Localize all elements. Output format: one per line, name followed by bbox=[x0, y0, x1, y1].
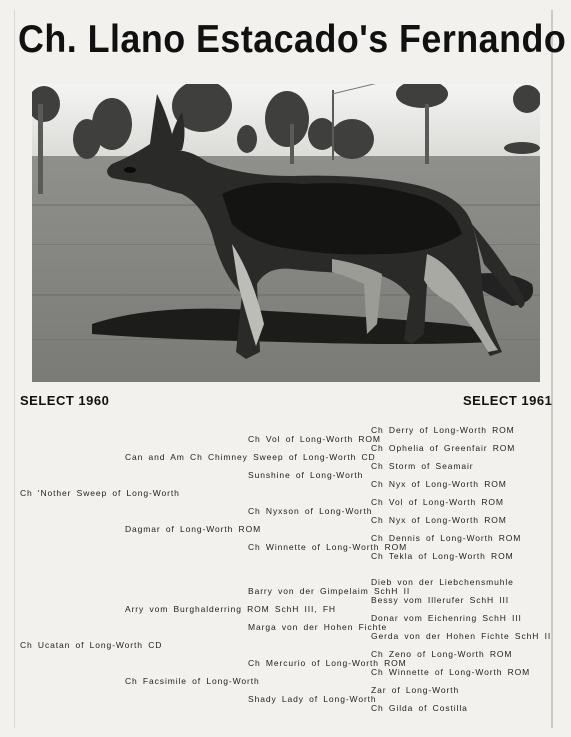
dog-photo bbox=[32, 84, 540, 382]
pedigree-ancestor: Marga von der Hohen Fichte bbox=[248, 622, 388, 632]
pedigree-ancestor: Ch Ophelia of Greenfair ROM bbox=[371, 443, 516, 453]
pedigree-ancestor: Shady Lady of Long-Worth bbox=[248, 694, 377, 704]
pedigree-ancestor: Dieb von der Liebchensmuhle bbox=[371, 577, 514, 587]
pedigree-ancestor: Ch Derry of Long-Worth ROM bbox=[371, 425, 515, 435]
pedigree-sire: Ch 'Nother Sweep of Long-Worth bbox=[20, 488, 180, 498]
pedigree-ancestor: Ch Facsimile of Long-Worth bbox=[125, 676, 260, 686]
pedigree-ancestor: Ch Nyxson of Long-Worth bbox=[248, 506, 373, 516]
pedigree-ancestor: Ch Nyx of Long-Worth ROM bbox=[371, 515, 507, 525]
pedigree-ancestor: Arry vom Burghalderring ROM SchH III, FH bbox=[125, 604, 336, 614]
pedigree-ancestor: Bessy vom Illerufer SchH III bbox=[371, 595, 510, 605]
page-title: Ch. Llano Estacado's Fernando bbox=[18, 18, 567, 61]
pedigree-ancestor: Dagmar of Long-Worth ROM bbox=[125, 524, 262, 534]
pedigree-ancestor: Ch Vol of Long-Worth ROM bbox=[371, 497, 504, 507]
pedigree-ancestor: Sunshine of Long-Worth bbox=[248, 470, 364, 480]
pedigree-ancestor: Ch Winnette of Long-Worth ROM bbox=[248, 542, 408, 552]
pedigree-ancestor: Ch Dennis of Long-Worth ROM bbox=[371, 533, 522, 543]
pedigree-ancestor: Zar of Long-Worth bbox=[371, 685, 460, 695]
pedigree-dam: Ch Ucatan of Long-Worth CD bbox=[20, 640, 163, 650]
pedigree-ancestor: Gerda von der Hohen Fichte SchH II bbox=[371, 631, 552, 641]
pedigree-ancestor: Can and Am Ch Chimney Sweep of Long-Worth CD bbox=[125, 452, 376, 462]
pedigree-ancestor: Ch Gilda of Costilla bbox=[371, 703, 468, 713]
select-1960-label: SELECT 1960 bbox=[20, 393, 110, 408]
pedigree-ancestor: Barry von der Gimpelaim SchH II bbox=[248, 586, 411, 596]
pedigree-ancestor: Ch Zeno of Long-Worth ROM bbox=[371, 649, 513, 659]
pedigree-ancestor: Ch Nyx of Long-Worth ROM bbox=[371, 479, 507, 489]
select-1961-label: SELECT 1961 bbox=[463, 393, 553, 408]
pedigree-ancestor: Donar vom Eichenring SchH III bbox=[371, 613, 522, 623]
pedigree-ancestor: Ch Mercurio of Long-Worth ROM bbox=[248, 658, 407, 668]
pedigree-ancestor: Ch Vol of Long-Worth ROM bbox=[248, 434, 381, 444]
pedigree-ancestor: Ch Storm of Seamair bbox=[371, 461, 474, 471]
pedigree-ancestor: Ch Winnette of Long-Worth ROM bbox=[371, 667, 531, 677]
pedigree-ancestor: Ch Tekla of Long-Worth ROM bbox=[371, 551, 514, 561]
